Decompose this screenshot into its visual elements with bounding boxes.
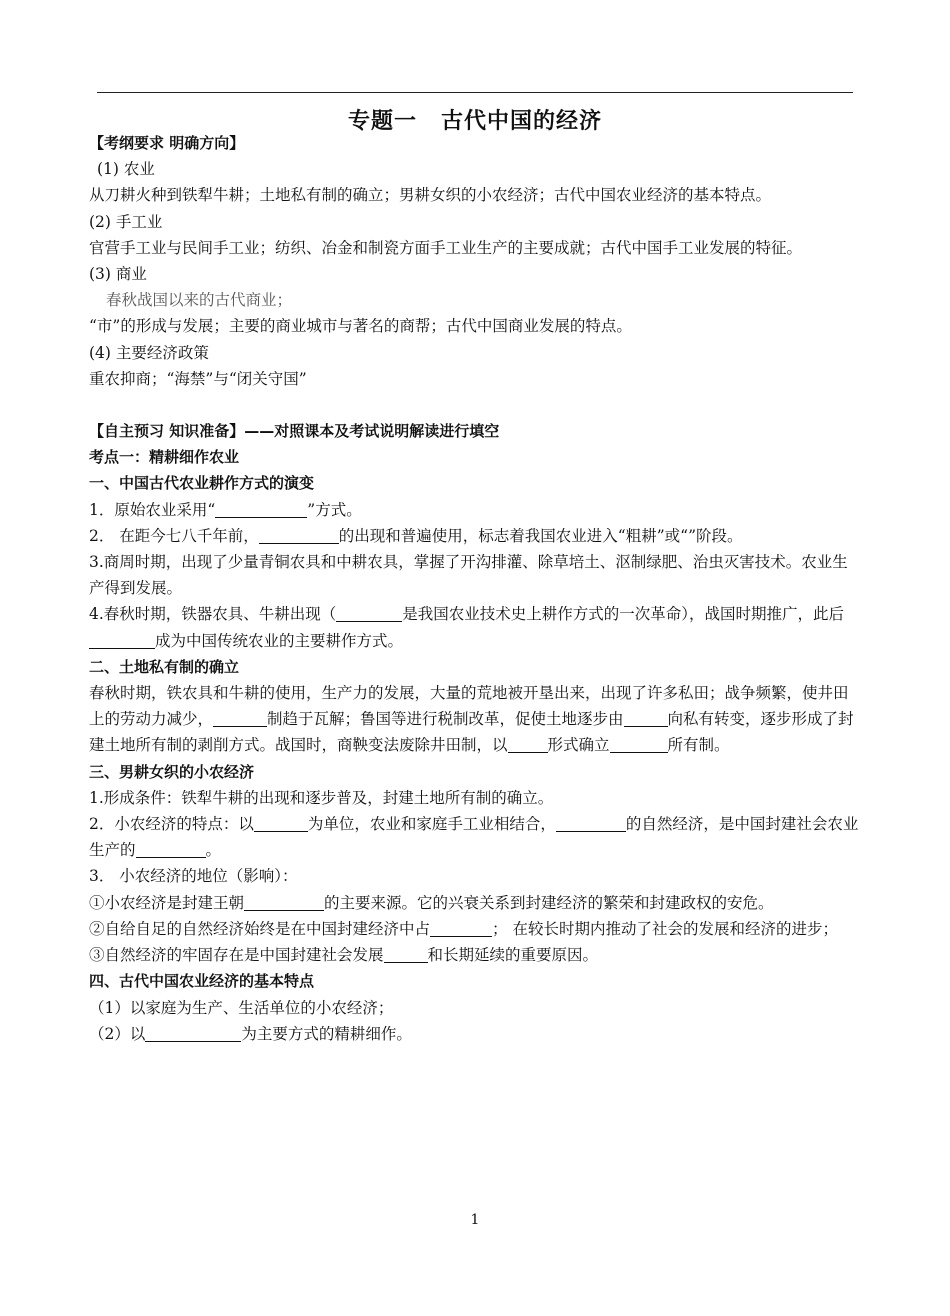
fill-blank[interactable] (145, 1025, 241, 1042)
paragraph: 2．小农经济的特点：以 为单位，农业和家庭手工业相结合， 的自然经济，是中国封建社会农业生产的 。 (89, 815, 859, 860)
outline-item-label: (4) 主要经济政策 (89, 343, 209, 362)
fill-blank[interactable] (259, 527, 339, 544)
paragraph: 春秋时期，铁农具和牛耕的使用，生产力的发展，大量的荒地被开垦出来，出现了许多私田；战争频繁，使井田上的劳动力减少， 制趋于瓦解；鲁国等进行税制改革，促使土地逐步由 向私有转变，逐步形成了封建土地所有制的剥削方式。战国时，商鞅变法废除井田制，以 形式确立 所有制。 (89, 684, 854, 755)
fill-blank[interactable] (430, 920, 492, 937)
fill-blank[interactable] (384, 946, 428, 963)
outline-item-text: “市”的形成与发展；主要的商业城市与著名的商帮；古代中国商业发展的特点。 (89, 317, 632, 336)
fill-blank[interactable] (89, 632, 155, 649)
section-title: 二、土地私有制的确立 (89, 657, 240, 676)
paragraph: 4.春秋时期，铁器农具、牛耕出现（ 是我国农业技术史上耕作方式的一次革命），战国时期推广，此后成为中国传统农业的主要耕作方式。 (89, 605, 845, 650)
fill-blank[interactable] (508, 736, 548, 753)
fill-blank[interactable] (624, 710, 668, 727)
fill-blank[interactable] (556, 815, 626, 832)
paragraph: 1．原始农业采用“ ”方式。 (89, 500, 362, 519)
paragraph: ②自给自足的自然经济始终是在中国封建经济中占 ； 在较长时期内推动了社会的发展和经济的进步； (89, 919, 838, 938)
section-title: 一、中国古代农业耕作方式的演变 (89, 474, 315, 493)
paragraph: ①小农经济是封建王朝 的主要来源。它的兴衰关系到封建经济的繁荣和封建政权的安危。 (89, 893, 774, 912)
outline-item-label: (1) 农业 (97, 160, 155, 179)
fill-blank[interactable] (244, 894, 324, 911)
outline-item-text: 从刀耕火种到铁犁牛耕；土地私有制的确立；男耕女织的小农经济；古代中国农业经济的基本特点。 (89, 186, 772, 205)
outline-item-text: 春秋战国以来的古代商业； (106, 291, 293, 310)
fill-blank[interactable] (215, 501, 307, 518)
paragraph: （2）以 为主要方式的精耕细作。 (89, 1024, 412, 1043)
paragraph: ③自然经济的牢固存在是中国封建社会发展 和长期延续的重要原因。 (89, 946, 599, 965)
paragraph: 1.形成条件：铁犁牛耕的出现和逐步普及，封建土地所有制的确立。 (89, 788, 554, 807)
preview-heading: 【自主预习 知识准备】——对照课本及考试说明解读进行填空 (89, 422, 500, 441)
fill-blank[interactable] (254, 815, 308, 832)
fill-blank[interactable] (610, 736, 668, 753)
paragraph: （1）以家庭为生产、生活单位的小农经济； (89, 998, 394, 1017)
outline-item-label: (2) 手工业 (89, 212, 163, 231)
fill-blank[interactable] (336, 605, 402, 622)
section-title: 四、古代中国农业经济的基本特点 (89, 972, 315, 991)
outline-item-text: 官营手工业与民间手工业；纺织、冶金和制瓷方面手工业生产的主要成就；古代中国手工业发展的特征。 (89, 238, 803, 257)
outline-item-label: (3) 商业 (89, 265, 147, 284)
paragraph: 3.商周时期，出现了少量青铜农具和中耕农具，掌握了开沟排灌、除草培土、沤制绿肥、治虫灭害技术。农业生产得到发展。 (89, 553, 848, 598)
outline-heading: 【考纲要求 明确方向】 (89, 134, 245, 152)
header-rule (97, 92, 853, 93)
title-part1: 专题一 (347, 109, 417, 134)
title-part2: 古代中国的经济 (441, 109, 603, 134)
section-title: 三、男耕女织的小农经济 (89, 762, 255, 781)
page-number: 1 (470, 1212, 480, 1228)
kaodian-heading: 考点一：精耕细作农业 (89, 448, 240, 467)
fill-blank[interactable] (136, 841, 206, 858)
fill-blank[interactable] (213, 710, 267, 727)
paragraph: 2． 在距今七八千年前， 的出现和普遍使用，标志着我国农业进入“粗耕”或“”阶段。 (89, 526, 743, 545)
outline-item-text: 重农抑商；“海禁”与“闭关守国” (89, 369, 307, 388)
document-body (89, 130, 859, 1047)
paragraph: 3． 小农经济的地位（影响）： (89, 867, 298, 886)
